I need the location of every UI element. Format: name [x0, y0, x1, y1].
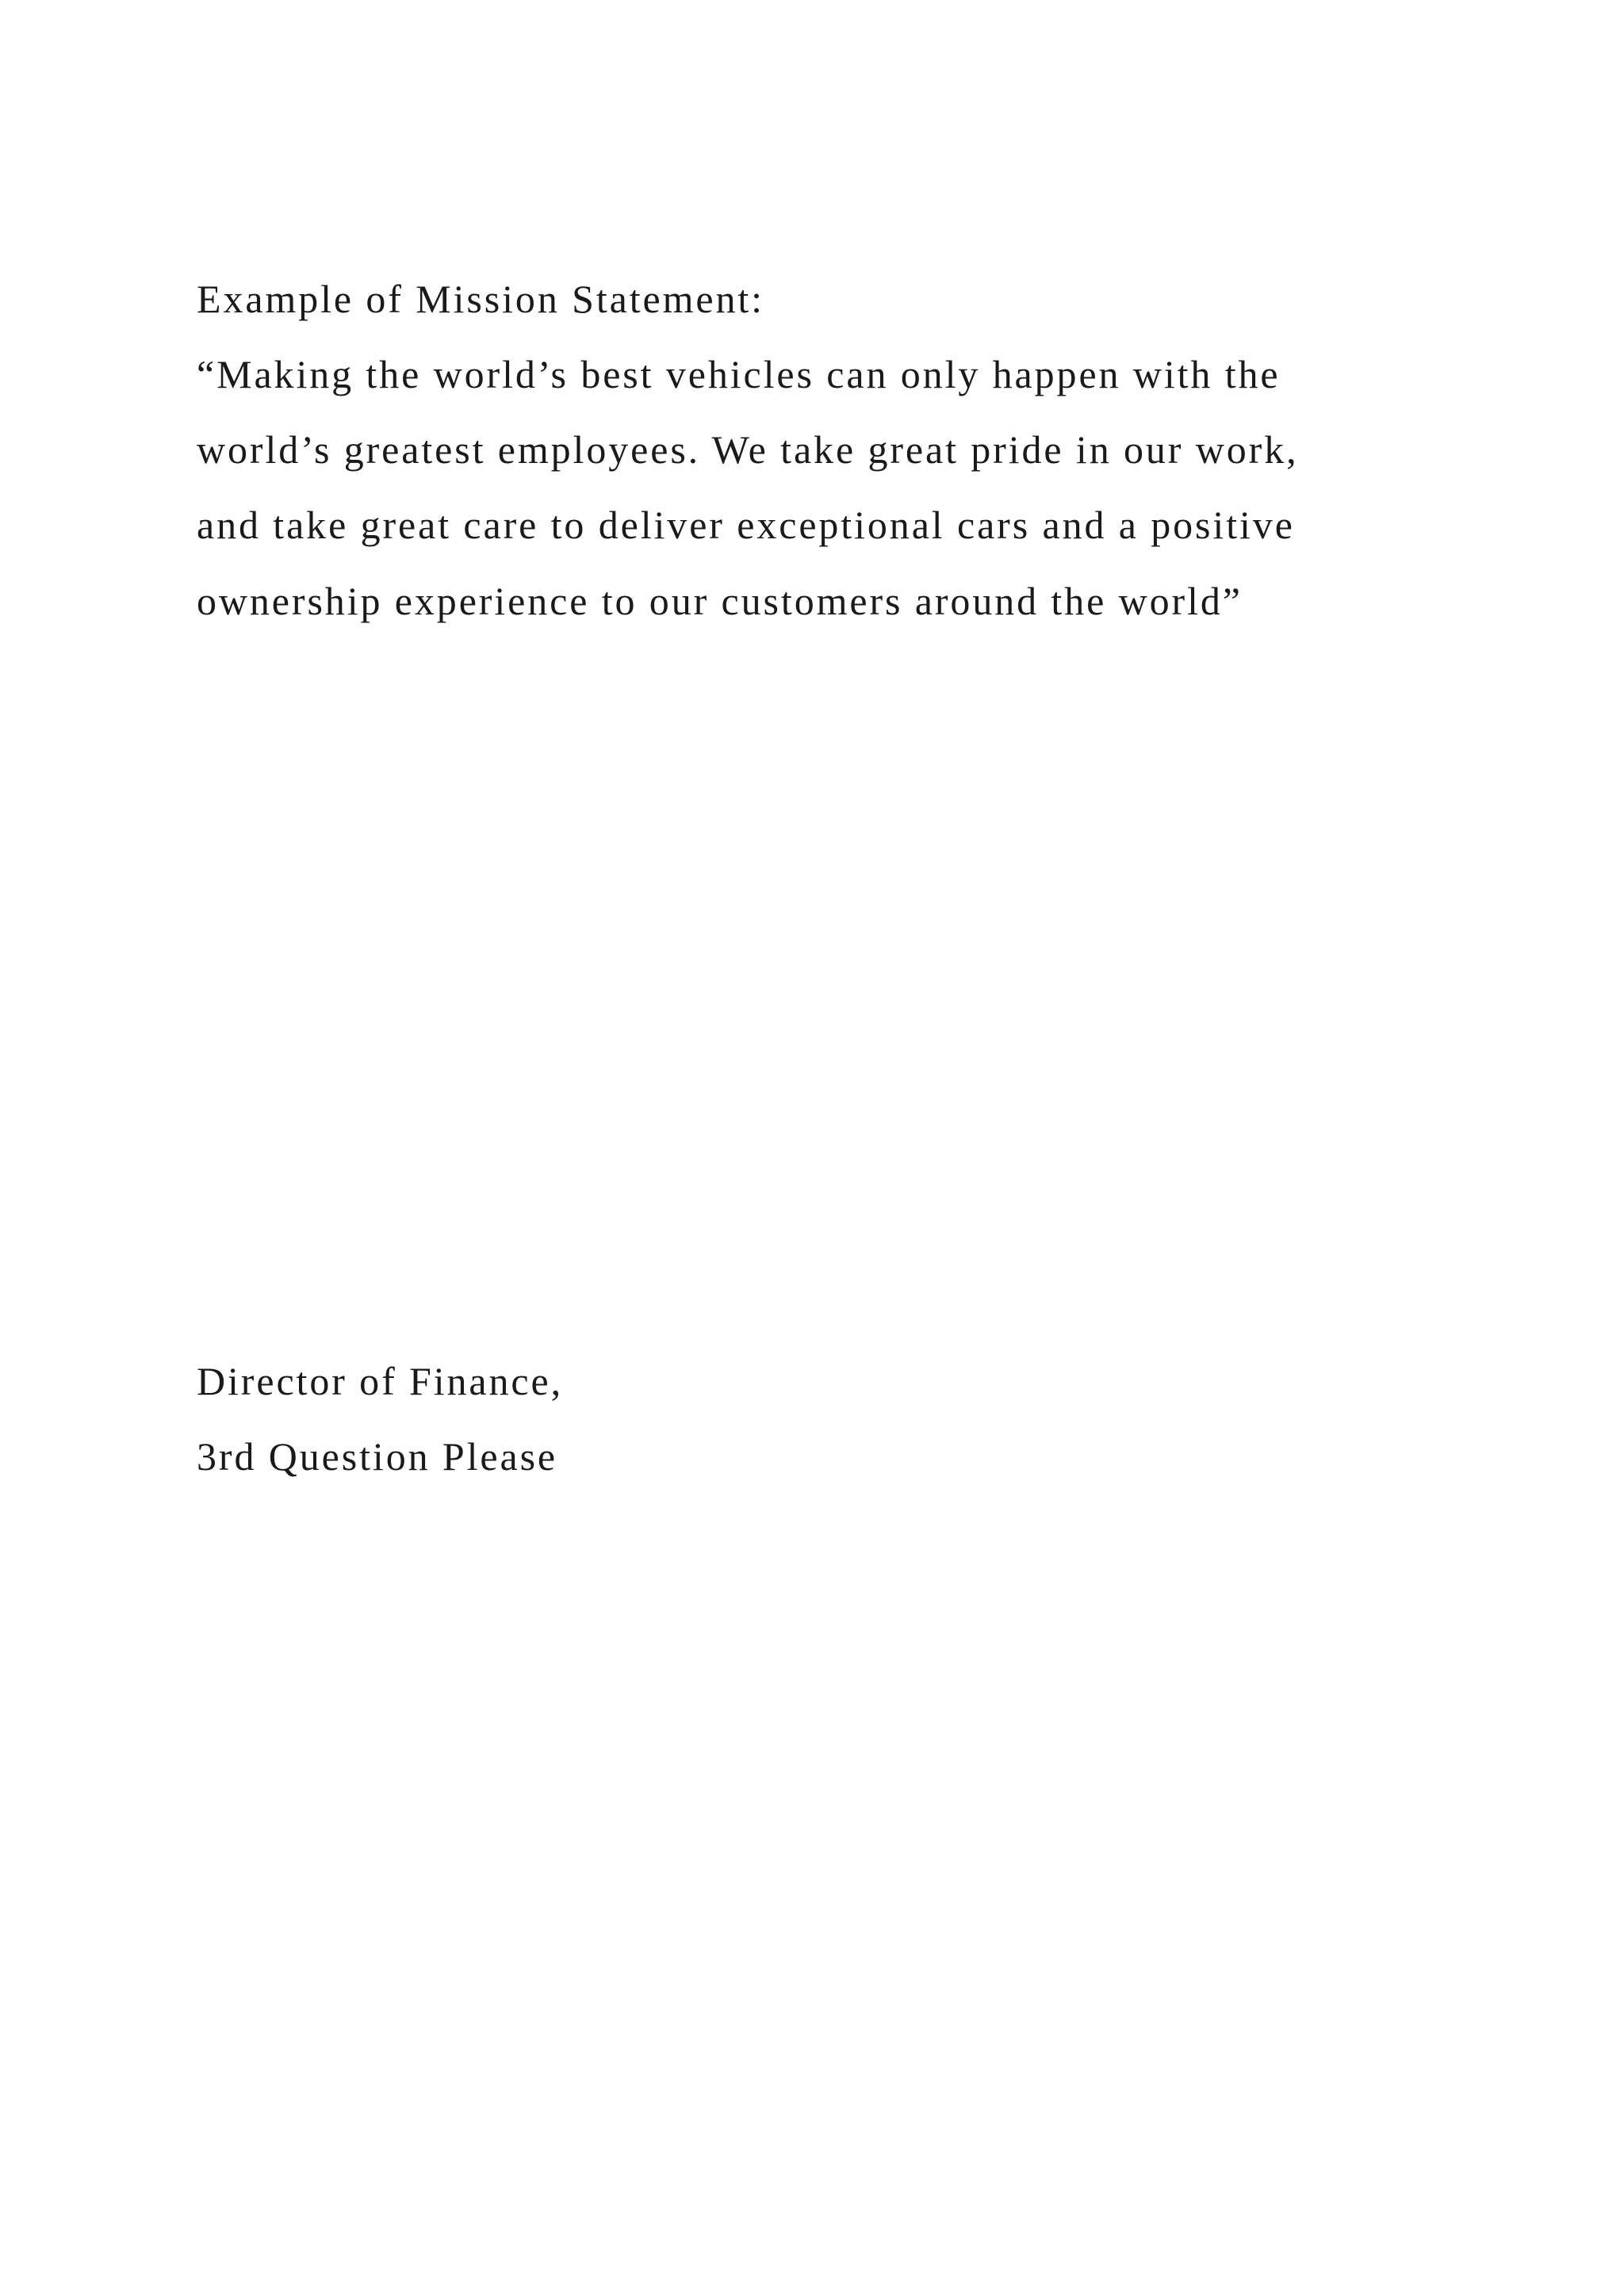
mission-quote-line-4: ownership experience to our customers around the world”	[197, 579, 1243, 623]
mission-quote-line-1: “Making the world’s best vehicles can only happen with the	[197, 352, 1281, 396]
mission-quote-line-2: world’s greatest employees. We take great pride in our work,	[197, 427, 1299, 472]
closing-line-2: 3rd Question Please	[197, 1434, 558, 1479]
mission-heading: Example of Mission Statement:	[197, 277, 764, 321]
closing-line-1: Director of Finance,	[197, 1359, 564, 1403]
mission-quote-line-3: and take great care to deliver exceptional cars and a positive	[197, 503, 1295, 547]
